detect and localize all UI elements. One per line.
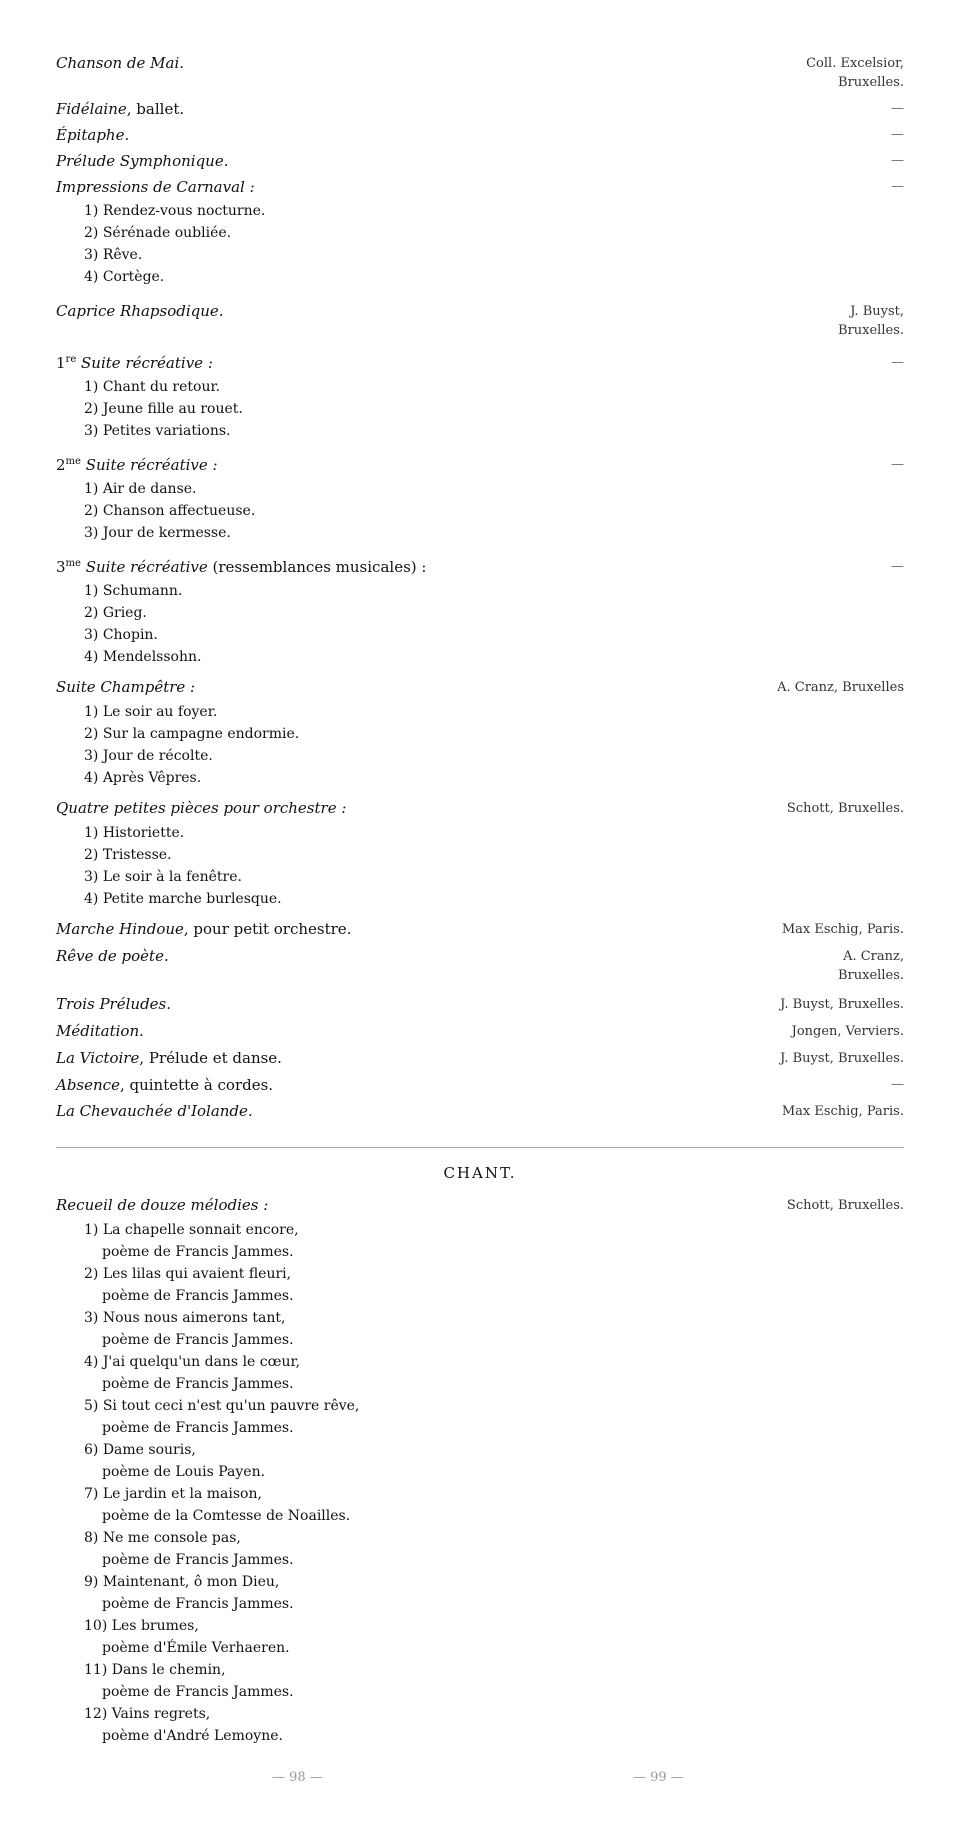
song-title: 1) La chapelle sonnait encore, — [84, 1222, 299, 1238]
song-poet: poème de Louis Payen. — [102, 1464, 266, 1480]
work-entry — [56, 456, 904, 474]
work-entry — [56, 995, 904, 1014]
entry-publisher: — — [891, 1077, 904, 1092]
song-poet: poème de Francis Jammes. — [102, 1420, 294, 1436]
sub-item-list — [56, 701, 904, 789]
entry-publisher: Schott, Bruxelles. — [786, 801, 904, 816]
entry-publisher: J. Buyst, Bruxelles. — [780, 1051, 904, 1066]
work-entry — [56, 920, 904, 939]
section-divider — [56, 1147, 904, 1148]
entry-title: 1re Suite récréative : — [56, 354, 213, 372]
work-entry — [56, 558, 904, 576]
work-entry — [56, 152, 904, 170]
work-entry — [56, 678, 904, 697]
song-poet: poème de Francis Jammes. — [102, 1288, 294, 1304]
work-entry — [56, 1076, 904, 1094]
sub-item: 1) Rendez-vous nocturne. — [84, 203, 266, 219]
sub-item: 1) Historiette. — [84, 825, 185, 841]
entry-publisher: J. Buyst, Bruxelles. — [838, 304, 904, 338]
entry-title: Épitaphe. — [56, 126, 130, 144]
song-title: 8) Ne me console pas, — [84, 1530, 241, 1546]
sub-item: 1) Le soir au foyer. — [84, 704, 218, 720]
work-entry — [56, 354, 904, 372]
entry-title: Caprice Rhapsodique. — [56, 302, 224, 320]
page-number-right: — 99 — — [633, 1770, 684, 1785]
entry-title: $2^{me}$ Suite récréative : — [56, 456, 218, 474]
song-poet: poème de la Comtesse de Noailles. — [102, 1508, 351, 1524]
song-title: 6) Dame souris, — [84, 1442, 196, 1458]
work-entry — [56, 1049, 904, 1068]
entry-title: Marche Hindoue, pour petit orchestre. — [56, 920, 352, 938]
work-entry — [56, 100, 904, 118]
song-poet: poème de Francis Jammes. — [102, 1244, 294, 1260]
entry-publisher: Max Eschig, Paris. — [781, 922, 904, 937]
song-title: 9) Maintenant, ô mon Dieu, — [84, 1574, 280, 1590]
entry-publisher: Max Eschig, Paris. — [781, 1104, 904, 1119]
song-poet: poème d'André Lemoyne. — [102, 1728, 283, 1744]
catalogue-page — [56, 54, 904, 1747]
sub-item: 4) Cortège. — [84, 269, 165, 285]
sub-item: 3) Jour de récolte. — [84, 748, 213, 764]
entry-title: La Chevauchée d'Iolande. — [56, 1102, 253, 1120]
sub-item-list — [56, 822, 904, 910]
entry-publisher: J. Buyst, Bruxelles. — [780, 997, 904, 1012]
chant-entry — [56, 1196, 904, 1215]
sub-item: 4) Mendelssohn. — [84, 649, 202, 665]
sub-item: 2) Tristesse. — [84, 847, 172, 863]
sub-item: 3) Petites variations. — [84, 423, 231, 439]
song-list — [56, 1219, 904, 1747]
song-poet: poème de Francis Jammes. — [102, 1552, 294, 1568]
entry-title: La Victoire, Prélude et danse. — [56, 1049, 282, 1067]
song-poet: poème de Francis Jammes. — [102, 1596, 294, 1612]
sub-item: 3) Jour de kermesse. — [84, 525, 231, 541]
sub-item: 2) Chanson affectueuse. — [84, 503, 256, 519]
work-entry — [56, 302, 904, 340]
sub-item: 4) Petite marche burlesque. — [84, 891, 282, 907]
sub-item: 1) Air de danse. — [84, 481, 197, 497]
sub-item-list — [56, 580, 904, 668]
entry-title: Fidélaine, ballet. — [56, 100, 185, 118]
song-title: 7) Le jardin et la maison, — [84, 1486, 262, 1502]
entry-publisher: — — [891, 127, 904, 142]
sub-item: 1) Schumann. — [84, 583, 183, 599]
song-poet: poème d'Émile Verhaeren. — [102, 1640, 290, 1656]
work-entry — [56, 126, 904, 144]
song-title: 2) Les lilas qui avaient fleuri, — [84, 1266, 292, 1282]
song-title: 5) Si tout ceci n'est qu'un pauvre rêve, — [84, 1398, 360, 1414]
entry-title: Absence, quintette à cordes. — [56, 1076, 274, 1094]
sub-item: 2) Sérénade oubliée. — [84, 225, 232, 241]
sub-item: 2) Grieg. — [84, 605, 147, 621]
entry-title: Suite Champêtre : — [56, 678, 196, 696]
work-entry — [56, 799, 904, 818]
sub-item: 2) Sur la campagne endormie. — [84, 726, 300, 742]
song-poet: poème de Francis Jammes. — [102, 1684, 294, 1700]
song-title: 11) Dans le chemin, — [84, 1662, 226, 1678]
entry-publisher: A. Cranz, Bruxelles. — [838, 949, 904, 983]
song-poet: poème de Francis Jammes. — [102, 1376, 294, 1392]
work-entry — [56, 1022, 904, 1041]
entry-title: $3^{me}$ Suite récréative (ressemblances musicales) : — [56, 558, 427, 576]
sub-item: 4) Après Vêpres. — [84, 770, 202, 786]
work-entry — [56, 947, 904, 985]
sub-item: 3) Rêve. — [84, 247, 143, 263]
song-title: 12) Vains regrets, — [84, 1706, 211, 1722]
entry-publisher: — — [891, 153, 904, 168]
sub-item-list — [56, 200, 904, 288]
section-heading-chant: CHANT. — [443, 1164, 517, 1182]
works-list — [56, 54, 904, 1121]
entry-title: Recueil de douze mélodies : — [56, 1196, 269, 1214]
work-entry — [56, 1102, 904, 1121]
entry-title: Méditation. — [56, 1022, 144, 1040]
entry-title: Impressions de Carnaval : — [56, 178, 255, 196]
entry-publisher: Jongen, Verviers. — [791, 1024, 904, 1039]
entry-publisher: — — [891, 101, 904, 116]
entry-publisher: — — [891, 179, 904, 194]
sub-item: 3) Chopin. — [84, 627, 158, 643]
sub-item-list — [56, 478, 904, 544]
song-title: 3) Nous nous aimerons tant, — [84, 1310, 286, 1326]
entry-publisher: — — [891, 355, 904, 370]
entry-publisher: A. Cranz, Bruxelles — [777, 680, 904, 695]
entry-title: Rêve de poète. — [56, 947, 169, 965]
sub-item: 2) Jeune fille au rouet. — [84, 401, 243, 417]
entry-title: Quatre petites pièces pour orchestre : — [56, 799, 347, 817]
sub-item: 1) Chant du retour. — [84, 379, 221, 395]
sub-item: 3) Le soir à la fenêtre. — [84, 869, 242, 885]
song-poet: poème de Francis Jammes. — [102, 1332, 294, 1348]
sub-item-list — [56, 376, 904, 442]
entry-publisher: Coll. Excelsior, Bruxelles. — [806, 56, 904, 90]
entry-publisher: — — [891, 457, 904, 472]
work-entry — [56, 178, 904, 196]
song-title: 4) J'ai quelqu'un dans le cœur, — [84, 1354, 301, 1370]
entry-publisher: — — [891, 559, 904, 574]
work-entry — [56, 54, 904, 92]
entry-publisher: Schott, Bruxelles. — [786, 1198, 904, 1213]
entry-title: Chanson de Mai. — [56, 54, 185, 72]
page-number-left: — 98 — — [272, 1770, 323, 1785]
entry-title: Trois Préludes. — [56, 995, 172, 1013]
song-title: 10) Les brumes, — [84, 1618, 199, 1634]
entry-title: Prélude Symphonique. — [56, 152, 229, 170]
